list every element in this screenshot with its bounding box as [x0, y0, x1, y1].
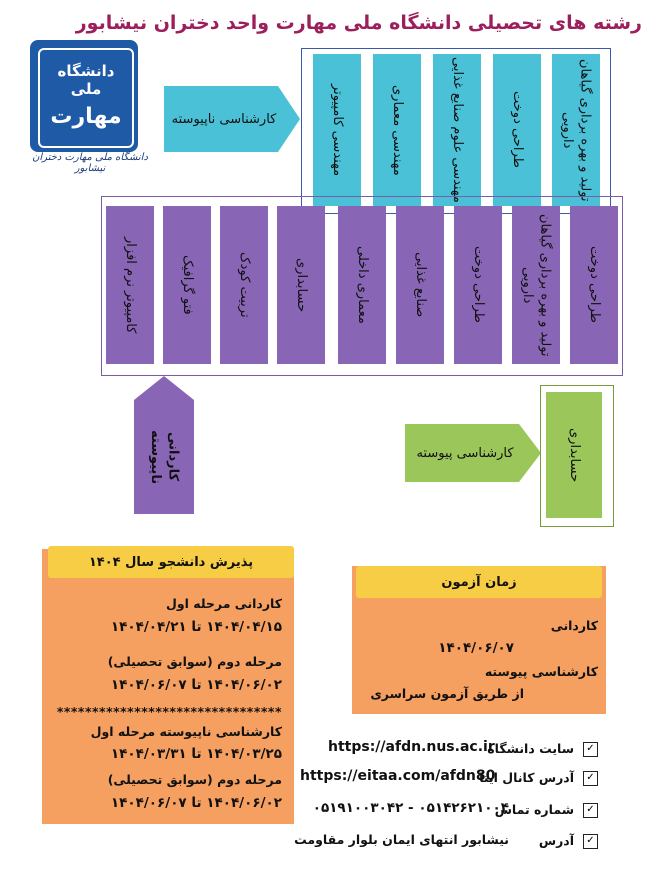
phone-numbers: ۰۵۱۴۲۶۲۱۰۰۴ - ۰۵۱۹۱۰۰۳۰۴۲	[312, 800, 509, 816]
exam-line: کارشناسی پیوسته	[484, 664, 598, 679]
exam-heading: زمان آزمون	[356, 566, 602, 598]
exam-date: ۱۴۰۴/۰۶/۰۷	[438, 640, 514, 656]
major-card: صنایع غذایی	[396, 206, 444, 364]
logo-line1: دانشگاه ملی	[57, 62, 115, 98]
check-icon: ✓	[583, 742, 598, 757]
major-card: تربیت کودک	[220, 206, 268, 364]
check-icon: ✓	[583, 834, 598, 849]
admission-heading: پذیرش دانشجو سال ۱۴۰۴	[48, 546, 294, 578]
major-card: معماری داخلی	[338, 206, 386, 364]
website-link[interactable]: https://afdn.nus.ac.ir	[328, 739, 495, 755]
admission-dates: ۱۴۰۴/۰۶/۰۲ تا ۱۴۰۴/۰۶/۰۷	[110, 795, 282, 811]
major-card: تولید و بهره برداری گیاهان دارویی	[512, 206, 560, 364]
exam-line: از طریق آزمون سراسری	[370, 686, 524, 701]
major-card: طراحی دوخت	[570, 206, 618, 364]
admission-dates: ۱۴۰۴/۰۳/۲۵ تا ۱۴۰۴/۰۳/۳۱	[110, 746, 282, 762]
exam-line: کاردانی	[550, 618, 598, 633]
logo-caption: دانشگاه ملی مهارت دختران نیشابور	[32, 152, 148, 174]
kardani-label: کاردانی ناپیوسته	[148, 429, 181, 485]
check-icon: ✓	[583, 803, 598, 818]
logo-line2: مهارت	[50, 104, 122, 129]
major-card: مهندسی کامپیوتر	[313, 54, 361, 206]
major-card: حسابداری	[277, 206, 325, 364]
logo-emblem	[38, 48, 134, 148]
eitaa-link[interactable]: https://eitaa.com/afdn80	[300, 768, 496, 784]
major-card: حسابداری	[546, 392, 602, 518]
admission-line: کارشناسی ناپیوسته مرحله اول	[90, 724, 282, 739]
admission-line: مرحله دوم (سوابق تحصیلی)	[107, 654, 282, 669]
contact-label: آدرس	[538, 833, 574, 848]
page-title: رشته های تحصیلی دانشگاه ملی مهارت واحد دختران نیشابور	[75, 12, 642, 34]
contact-label: سایت دانشگاه	[487, 741, 574, 756]
admission-dates: ۱۴۰۴/۰۶/۰۲ تا ۱۴۰۴/۰۶/۰۷	[110, 677, 282, 693]
major-card: تولید و بهره برداری گیاهان دارویی	[552, 54, 600, 206]
contact-label: آدرس کانال ایتا	[479, 770, 574, 785]
admission-line: مرحله دوم (سوابق تحصیلی)	[107, 772, 282, 787]
address-text: نیشابور انتهای ایمان بلوار مقاومت	[294, 832, 509, 847]
karshenasi-peyvaste-label: کارشناسی پیوسته	[416, 445, 514, 461]
major-card: مهندسی علوم صنایع غذایی	[433, 54, 481, 206]
major-card: مهندسی معماری	[373, 54, 421, 206]
major-card: طراحی دوخت	[493, 54, 541, 206]
admission-dates: ۱۴۰۴/۰۴/۱۵ تا ۱۴۰۴/۰۴/۲۱	[110, 619, 282, 635]
admission-line: کاردانی مرحله اول	[165, 596, 282, 611]
separator: ********************************	[56, 704, 282, 719]
major-card: کامپیوتر نرم افزار	[106, 206, 154, 364]
karshenasi-napeyvaste-label: کارشناسی ناپیوسته	[171, 111, 277, 127]
major-card: طراحی دوخت	[454, 206, 502, 364]
contact-label: شماره تماس	[494, 802, 574, 817]
check-icon: ✓	[583, 771, 598, 786]
major-card: فتو گرافیک	[163, 206, 211, 364]
